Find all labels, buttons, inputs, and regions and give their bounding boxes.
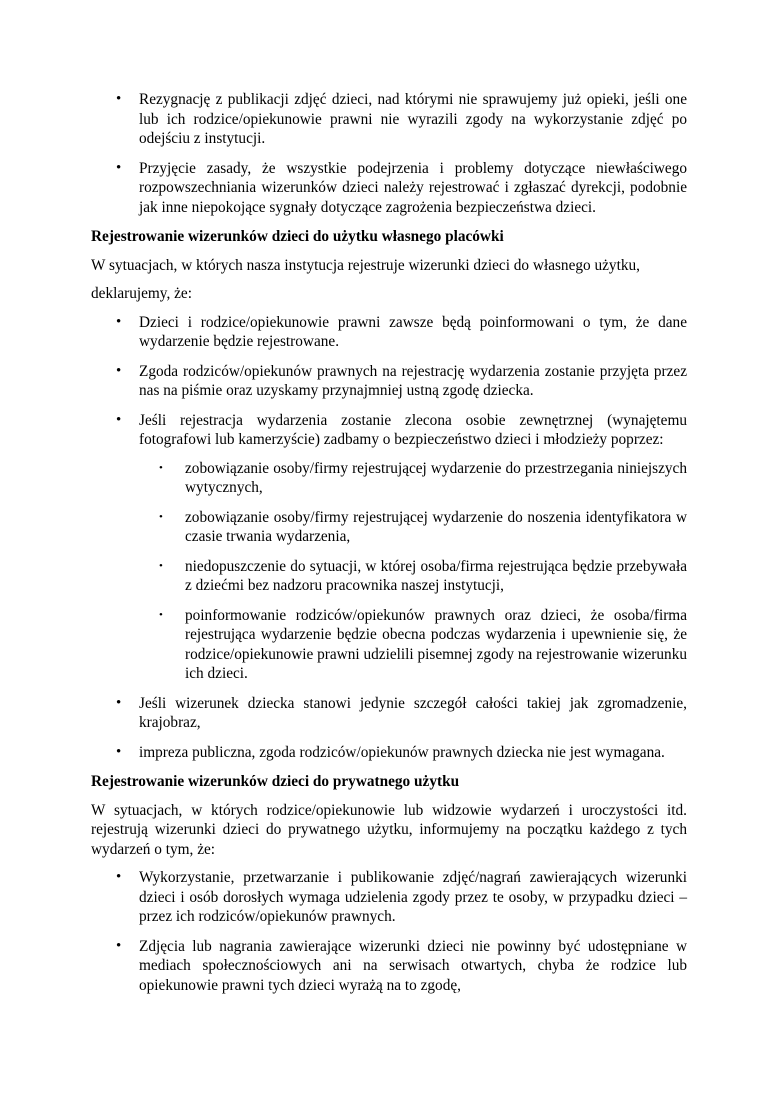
paragraph-intro-private-use: W sytuacjach, w których rodzice/opiekunowie lub widzowie wydarzeń i uroczystości itd. rejestrują wizerunki dzieci do prywatnego użytku, informujemy na początku każdego z tych wydarzeń o tym, że: — [91, 801, 687, 858]
list-item: • Przyjęcie zasady, że wszystkie podejrzenia i problemy dotyczące niewłaściwego rozpowszechniania wizerunków dzieci należy rejestrować i zgłaszać dyrekcji, podobnie jak inne niepokojące sygnały dotyczące zagrożenia bezpieczeństwa dzieci. — [91, 159, 687, 218]
section2-bullet-list — [91, 313, 687, 763]
section3-bullet-list — [91, 868, 687, 995]
list-item: • Jeśli wizerunek dziecka stanowi jedynie szczegół całości takiej jak zgromadzenie, krajobraz, — [91, 694, 687, 733]
document-page — [91, 90, 687, 1005]
list-item-with-sublist — [91, 411, 687, 684]
section-heading-own-use: Rejestrowanie wizerunków dzieci do użytku własnego placówki — [91, 228, 504, 245]
sub-list-item: • poinformowanie rodziców/opiekunów prawnych oraz dzieci, że osoba/firma rejestrująca wydarzenie będzie obecna podczas wydarzenia i upewnienie się, że rodzice/opiekunowie prawni udzielili pisemnej zgody na rejestrowanie wizerunku ich dzieci. — [139, 606, 687, 684]
list-item: • Wykorzystanie, przetwarzanie i publikowanie zdjęć/nagrań zawierających wizerunki dzieci i osób dorosłych wymaga udzielenia zgody przez te osoby, w przypadku dzieci – przez ich rodziców/opiekunów prawnych. — [91, 868, 687, 927]
paragraph-declare: deklarujemy, że: — [91, 285, 192, 302]
list-item: • Zgoda rodziców/opiekunów prawnych na rejestrację wydarzenia zostanie przyjęta przez nas na piśmie oraz uzyskamy przynajmniej ustną zgodę dziecka. — [91, 362, 687, 401]
list-item: • Rezygnację z publikacji zdjęć dzieci, nad którymi nie sprawujemy już opieki, jeśli one lub ich rodzice/opiekunowie prawni nie wyrazili zgody na wykorzystanie zdjęć po odejściu z instytucji. — [91, 90, 687, 149]
sub-list-item: • niedopuszczenie do sytuacji, w której osoba/firma rejestrująca będzie przebywała z dziećmi bez nadzoru pracownika naszej instytucji, — [139, 557, 687, 596]
sub-list-item: • zobowiązanie osoby/firmy rejestrującej wydarzenie do noszenia identyfikatora w czasie trwania wydarzenia, — [139, 508, 687, 547]
list-item: • Zdjęcia lub nagrania zawierające wizerunki dzieci nie powinny być udostępniane w mediach społecznościowych ani na serwisach otwartych, chyba że rodzice lub opiekunowie prawni tych dzieci wyrażą na to zgodę, — [91, 937, 687, 996]
section-heading-private-use: Rejestrowanie wizerunków dzieci do prywatnego użytku — [91, 773, 460, 790]
section1-bullet-list — [91, 90, 687, 217]
list-item: • Dzieci i rodzice/opiekunowie prawni zawsze będą poinformowani o tym, że dane wydarzenie będzie rejestrowane. — [91, 313, 687, 352]
sub-list-item: • zobowiązanie osoby/firmy rejestrującej wydarzenie do przestrzegania niniejszych wytycznych, — [139, 459, 687, 498]
list-item: • impreza publiczna, zgoda rodziców/opiekunów prawnych dziecka nie jest wymagana. — [91, 743, 687, 763]
sub-bullet-list — [139, 459, 687, 684]
list-item-text: Jeśli rejestracja wydarzenia zostanie zlecona osobie zewnętrznej (wynajętemu fotografowi lub kamerzyście) zadbamy o bezpieczeństwo dzieci i młodzieży poprzez: — [139, 411, 687, 448]
paragraph-intro-own-use: W sytuacjach, w których nasza instytucja rejestruje wizerunki dzieci do własnego użytku, — [91, 256, 640, 274]
